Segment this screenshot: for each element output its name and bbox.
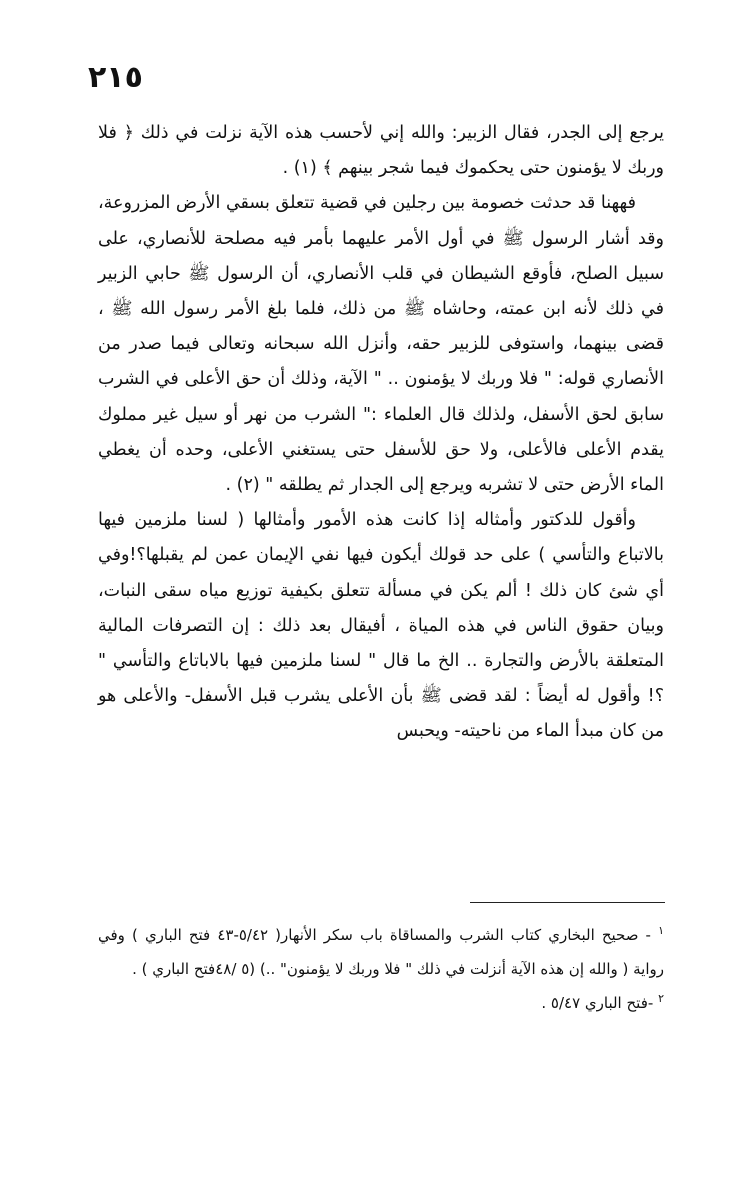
footnotes: [98, 918, 664, 1020]
footnote-separator: [470, 902, 665, 903]
footnote-text: - صحيح البخاري كتاب الشرب والمساقاة باب سكر الأنهار( ٥/٤٢-٤٣ فتح الباري ) وفي رواية ( والله إن هذه الآية أنزلت في ذلك " فلا وربك لا يؤمنون" ..) (٥ /٤٨فتح الباري ) .: [98, 926, 664, 978]
page-number: ٢١٥: [88, 60, 143, 95]
paragraph: يرجع إلى الجدر، فقال الزبير: والله إني لأحسب هذه الآية نزلت في ذلك ﴿ فلا وربك لا يؤمنون حتى يحكموك فيما شجر بينهم ﴾ (١) .: [98, 123, 664, 179]
footnote-text: -فتح الباري ٥/٤٧ .: [541, 994, 654, 1012]
paragraph: فههنا قد حدثت خصومة بين رجلين في قضية تتعلق بسقي الأرض المزروعة، وقد أشار الرسول ﷺ في أول الأمر عليهما بأمر فيه مصلحة للأنصاري، على سبيل الصلح، فأوقع الشيطان في قلب الأنصاري، أن الرسول ﷺ حابي الزبير في ذلك لأنه ابن عمته، وحاشاه ﷺ من ذلك، فلما بلغ الأمر رسول الله ﷺ ، قضى بينهما، واستوفى للزبير حقه، وأنزل الله سبحانه وتعالى فيما صدر من الأنصاري قوله: " فلا وربك لا يؤمنون .. " الآية، وذلك أن حق الأعلى في الشرب سابق لحق الأسفل، ولذلك قال العلماء :" الشرب من نهر أو سيل غير مملوك يقدم الأعلى فالأعلى، ولا حق للأسفل حتى يستغني الأعلى، وحده أن يغطي الماء الأرض حتى لا تشربه ويرجع إلى الجدار ثم يطلقه " (٢) .: [98, 193, 664, 496]
footnote-marker: ٢: [658, 992, 664, 1005]
footnote: [98, 986, 664, 1020]
paragraph: وأقول للدكتور وأمثاله إذا كانت هذه الأمور وأمثالها ( لسنا ملزمين فيها بالاتباع والتأسي ) على حد قولك أيكون فيها نفي الإيمان عمن لم يقبلها؟!وفي أي شئ كان ذلك ! ألم يكن في مسألة تتعلق بكيفية توزيع مياه سقى النبات، وبيان حقوق الناس في هذه المياة ، أفيقال بعد ذلك : إن التصرفات المالية المتعلقة بالأرض والتجارة .. الخ ما قال " لسنا ملزمين فيها بالاباتاع والتأسي " ؟! وأقول له أيضاً : لقد قضى ﷺ بأن الأعلى يشرب قبل الأسفل- والأعلى هو من كان مبدأ الماء من ناحيته- ويحبس: [98, 510, 664, 742]
main-text: [98, 116, 664, 750]
footnote-marker: ١: [658, 924, 664, 937]
footnote: [98, 918, 664, 986]
